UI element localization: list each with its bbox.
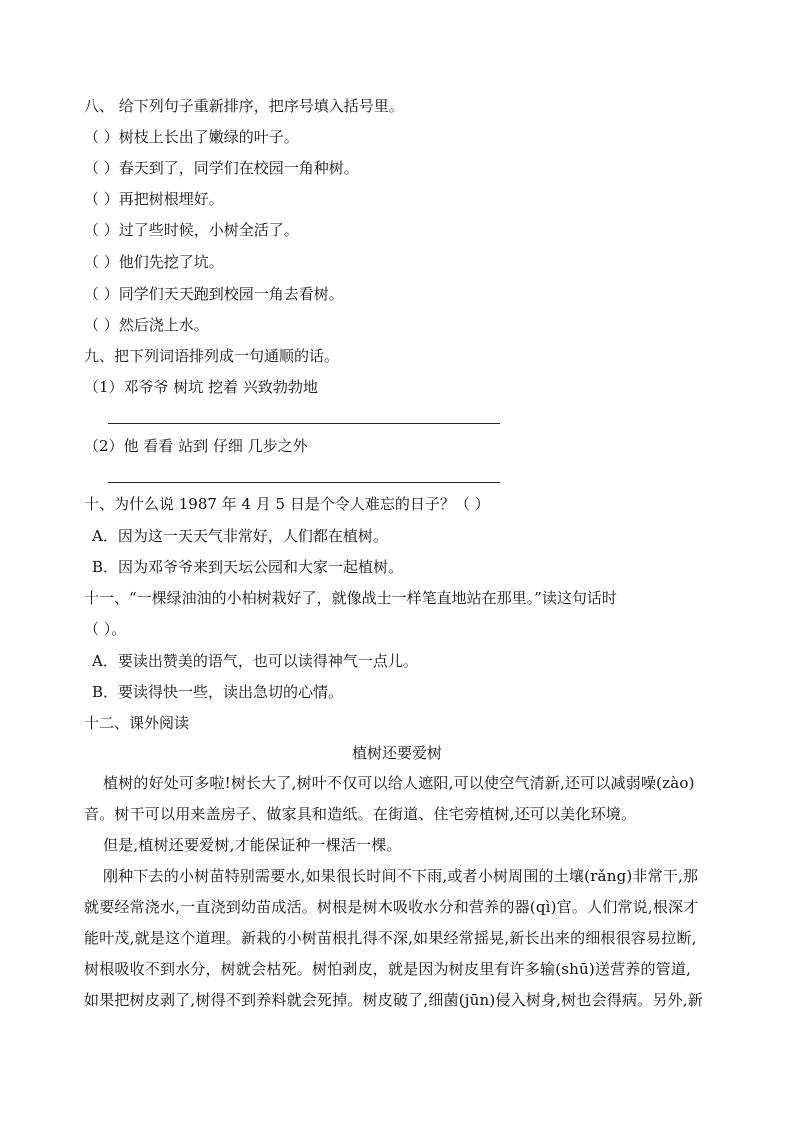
article-title: 植树还要爱树 [351,744,442,762]
article-line: 植树的好处可多啦!树长大了,树叶不仅可以给人遮阳,可以使空气清新,还可以减弱噪(zào) [103,774,695,792]
section-12-heading: 十二、课外阅读 [84,714,190,732]
answer-bracket: （ ）。 [84,620,127,638]
section-8-heading: 八、 给下列句子重新排序，把序号填入括号里。 [84,97,404,115]
sentence-item: （ ）然后浇上水。 [84,316,209,334]
answer-line-1[interactable] [108,423,500,424]
section-9-heading: 九、把下列词语排列成一句通顺的话。 [84,347,340,365]
sentence-item: （ ）春天到了，同学们在校园一角种树。 [84,159,359,177]
article-line: 就要经常浇水,一直浇到幼苗成活。树根是树木吸收水分和营养的器(qì)官。人们常说,根深才 [84,898,699,916]
sentence-item: （ ）过了些时候，小树全活了。 [84,221,299,239]
option-b: B．因为邓爷爷来到天坛公园和大家一起植树。 [92,558,404,576]
article-line: 但是,植树还要爱树,才能保证种一棵活一棵。 [103,836,402,854]
article-line: 音。树干可以用来盖房子、做家具和造纸。在街道、住宅旁植树,还可以美化环境。 [84,805,637,823]
word-group-1: （1）邓爷爷 树坑 挖着 兴致勃勃地 [84,378,318,396]
article-line: 如果把树皮剥了,树得不到养料就会死掉。树皮破了,细菌(jūn)侵入树身,树也会得病。另外,新 [84,991,703,1009]
article-line: 刚种下去的小树苗特别需要水,如果很长时间不下雨,或者小树周围的土壤(rǎng)非常干,那 [103,867,699,885]
article-line: 能叶茂,就是这个道理。新栽的小树苗根扎得不深,如果经常摇晃,新长出来的细根很容易拉断, [84,929,697,947]
sentence-item: （ ）同学们天天跑到校园一角去看树。 [84,285,344,303]
answer-line-2[interactable] [108,482,500,483]
article-line: 树根吸收不到水分，树就会枯死。树怕剥皮，就是因为树皮里有许多输(shū)送营养的管道, [84,960,692,978]
section-10-heading: 十、为什么说 1987 年 4 月 5 日是个令人难忘的日子？（ ） [84,495,490,513]
sentence-item: （ ）再把树根埋好。 [84,190,224,208]
sentence-item: （ ）他们先挖了坑。 [84,253,224,271]
section-11-heading: 十一、“一棵绿油油的小柏树栽好了，就像战士一样笔直地站在那里。”读这句话时 [84,589,617,607]
word-group-2: （2）他 看看 站到 仔细 几步之外 [84,437,308,455]
option-a: A．因为这一天天气非常好，人们都在植树。 [92,527,388,545]
option-b: B．要读得快一些，读出急切的心情。 [92,683,344,701]
sentence-item: （ ）树枝上长出了嫩绿的叶子。 [84,128,299,146]
option-a: A．要读出赞美的语气，也可以读得神气一点儿。 [92,652,418,670]
